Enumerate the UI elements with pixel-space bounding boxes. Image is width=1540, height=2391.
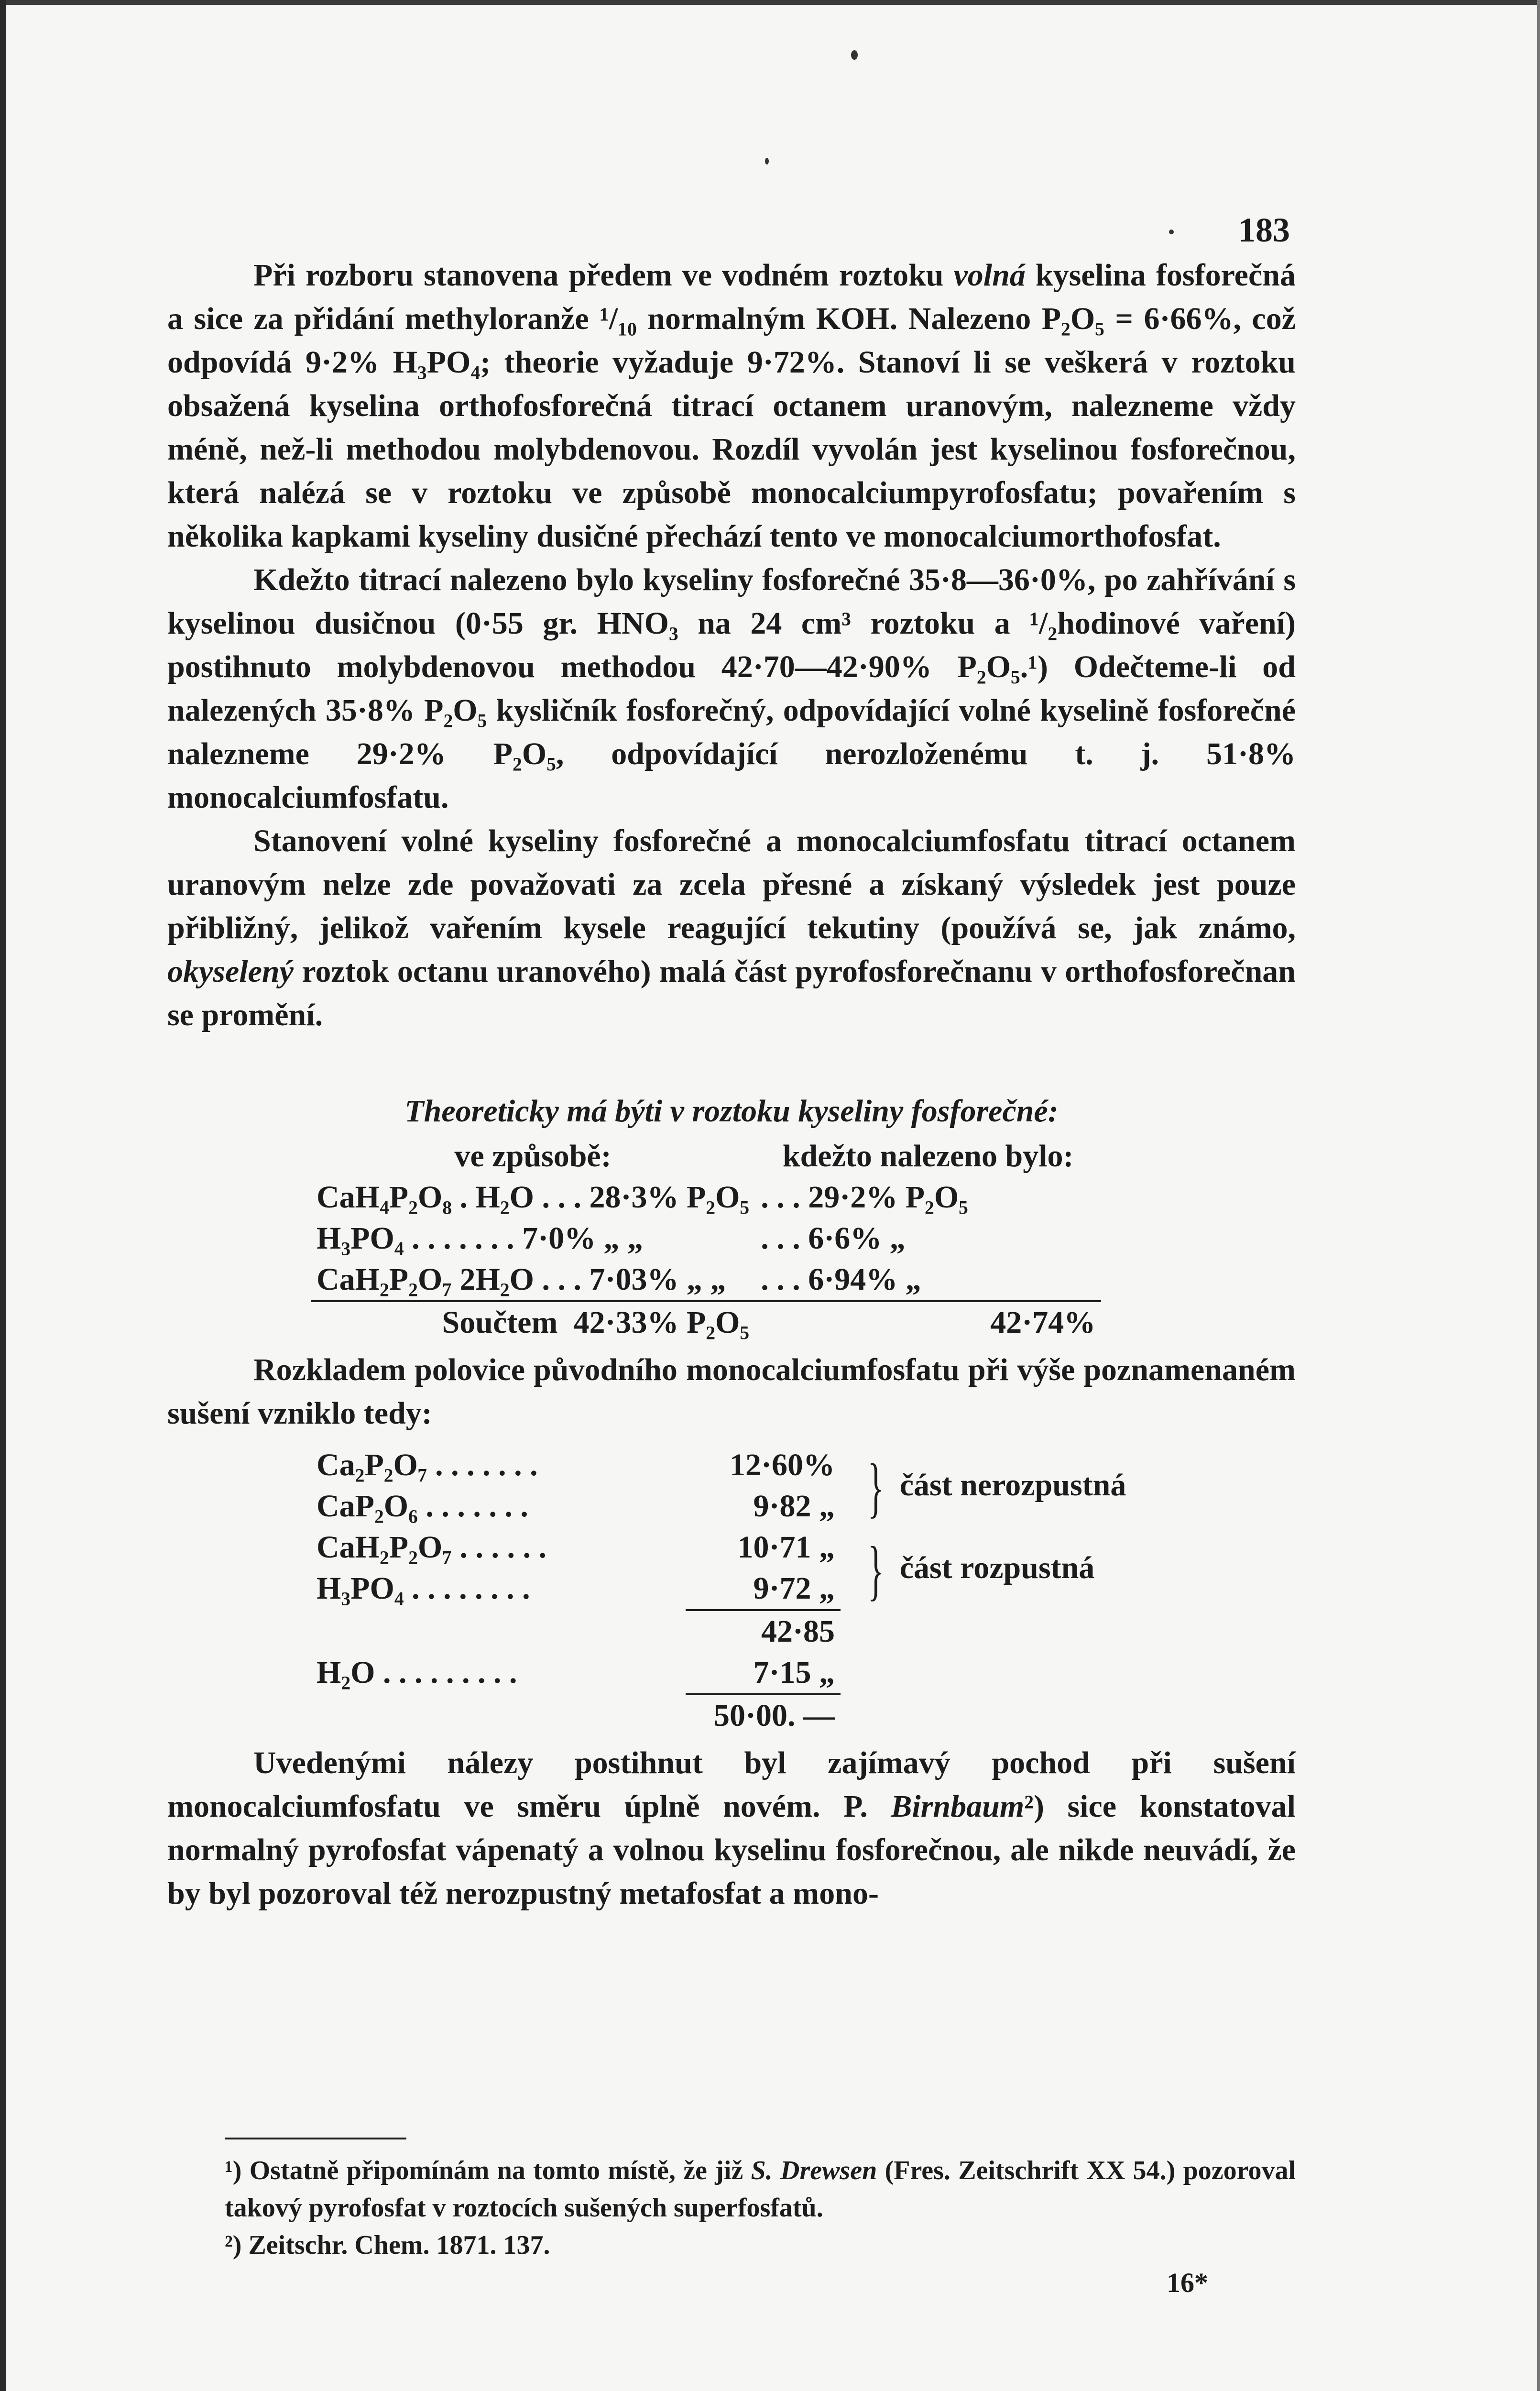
table-cell: 9·72 „ xyxy=(686,1568,841,1610)
scan-edge-right xyxy=(1537,0,1540,2391)
table-cell: 9·82 „ xyxy=(753,1489,835,1524)
table-cell: CaH₂P₂O₇ 2H₂O . . . 7·03% „ „ xyxy=(311,1259,755,1301)
sheet-signature: 16* xyxy=(1167,2267,1208,2298)
brace-icon: } xyxy=(867,1533,884,1608)
footnote-divider xyxy=(225,2138,406,2139)
sum-theory: Součtem 42·33% P₂O₅ xyxy=(442,1305,750,1340)
table-row xyxy=(311,1259,1101,1301)
group-soluble: } část rozpustná xyxy=(867,1533,1095,1608)
scan-edge-top xyxy=(0,0,1540,5)
subtotal: 42·85 xyxy=(761,1614,835,1649)
scan-speck xyxy=(851,50,858,60)
col-header-theory: ve způsobě: xyxy=(454,1139,612,1174)
footnote-2: ²) Zeitschr. Chem. 1871. 137. xyxy=(225,2230,550,2260)
table-cell: CaP₂O₆ . . . . . . . xyxy=(317,1489,528,1524)
total: 50·00. — xyxy=(713,1698,835,1733)
col-header-found: kdežto nalezeno bylo: xyxy=(782,1139,1074,1174)
table-cell: Ca₂P₂O₇ . . . . . . . xyxy=(317,1448,538,1482)
table-row xyxy=(311,1527,1132,1568)
footnotes xyxy=(225,2152,1296,2264)
table-cell: H₃PO₄ . . . . . . . . xyxy=(317,1571,530,1606)
footnote-1: ¹) Ostatně připomínám na tomto místě, že již S. Drewsen (Fres. Zeitschrift XX 54.) pozoroval takový pyrofosfat v roztocích sušených superfosfatů. xyxy=(225,2156,1296,2223)
paragraph-5: Uvedenými nálezy postihnut byl zajímavý pochod při sušení monocalciumfosfatu ve směru úplně novém. P. Birnbaum²) sice konstatoval normalný pyrofosfat vápenatý a volnou kyselinu fosforečnou, ale nikde neuvádí, že by byl pozoroval též nerozpustný metafosfat a mono- xyxy=(167,1745,1296,1911)
sum-found: 42·74% xyxy=(990,1305,1096,1340)
table-cell: . . . 6·6% „ xyxy=(761,1221,906,1256)
paragraph-2: Kdežto titrací nalezeno bylo kyseliny fosforečné 35·8—36·0%, po zahřívání s kyselinou dusičnou (0·55 gr. HNO₃ na 24 cm³ roztoku a ¹/₂hodinové vaření) postihnuto molybdenovou methodou 42·70—42·90% P₂O₅.¹) Odečteme-li od nalezených 35·8% P₂O₅ kysličník fosforečný, odpovídající volné kyselině fosforečné nalezneme 29·2% P₂O₅, odpovídající nerozloženému t. j. 51·8% monocalciumfosfatu. xyxy=(167,562,1296,815)
table-row xyxy=(311,1445,1132,1486)
table-cell: H₃PO₄ . . . . . . . 7·0% „ „ xyxy=(317,1221,644,1256)
paragraph-3: Stanovení volné kyseliny fosforečné a monocalciumfosfatu titrací octanem uranovým nelze zde považovati za zcela přesné a získaný výsledek jest pouze přibližný, jelikož vařením kysele reagující tekutiny (používá se, jak známo, okyselený roztok octanu uranového) malá část pyrofosforečnanu v orthofosforečnan se promění. xyxy=(167,823,1296,1032)
paragraph-1: Při rozboru stanovena předem ve vodném roztoku volná kyselina fosforečná a sice za přidání methyloranže ¹/₁₀ normalným KOH. Nalezeno P₂O₅ = 6·66%, což odpovídá 9·2% H₃PO₄; theorie vyžaduje 9·72%. Stanoví li se veškerá v roztoku obsažená kyselina orthofosforečná titrací octanem uranovým, nalezneme vždy méně, než-li methodou molybdenovou. Rozdíl vyvolán jest kyselinou fosforečnou, která nalézá se v roztoku ve způsobě monocalciumpyrofosfatu; povařením s několika kapkami kyseliny dusičné přechází tento ve monocalciumorthofosfat. xyxy=(167,258,1296,554)
table-row xyxy=(311,1652,1132,1694)
table-row xyxy=(311,1610,1132,1652)
table-cell: CaH₄P₂O₈ . H₂O . . . 28·3% P₂O₅ xyxy=(317,1180,750,1215)
table-row xyxy=(311,1136,1101,1177)
table-row xyxy=(311,1218,1101,1259)
scan-speck xyxy=(765,158,769,165)
sum-row xyxy=(311,1301,1101,1343)
table-cell: . . . 6·94% „ xyxy=(755,1259,1101,1301)
table-cell: H₂O . . . . . . . . . xyxy=(317,1655,517,1690)
scan-edge-left xyxy=(0,0,6,2391)
decomposition-table xyxy=(311,1445,1132,1736)
table-cell: 7·15 „ xyxy=(686,1652,841,1694)
table-row xyxy=(311,1694,1132,1736)
table-cell: CaH₂P₂O₇ . . . . . . xyxy=(317,1530,547,1565)
table-cell: . . . 29·2% P₂O₅ xyxy=(761,1180,968,1215)
table-cell: 10·71 „ xyxy=(737,1530,835,1565)
page-body xyxy=(167,253,1296,1915)
comparison-table xyxy=(311,1136,1101,1343)
brace-icon: } xyxy=(867,1450,884,1525)
table1-heading: Theoreticky má býti v roztoku kyseliny fosforečné: xyxy=(404,1094,1059,1129)
table-row xyxy=(311,1177,1101,1218)
table-cell: 12·60% xyxy=(729,1448,835,1482)
paragraph-4: Rozkladem polovice původního monocalciumfosfatu při výše poznamenaném sušení vzniklo tedy: xyxy=(167,1352,1296,1431)
group-insoluble: } část nerozpustná xyxy=(867,1450,1126,1525)
page-number: 183 xyxy=(1238,211,1290,249)
scan-speck xyxy=(1169,230,1174,234)
